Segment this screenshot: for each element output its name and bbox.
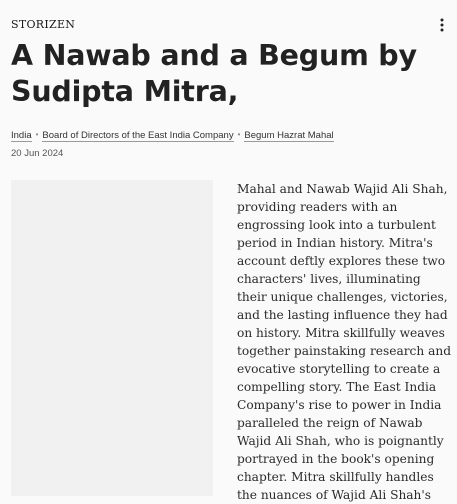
more-vertical-icon [440,18,444,32]
tag-begum-hazrat-mahal[interactable]: Begum Hazrat Mahal [244,130,334,141]
tag-separator: • [35,130,39,139]
tag-india[interactable]: India [11,130,32,141]
article-body: Mahal and Nawab Wajid Ali Shah, providing readers with an engrossing look into a turbulent period in Indian history. Mitra's account deftly explores these two characters' lives, illuminating their unique challenges, victories, and the lasting influence they had on history. Mitra skillfully weaves together painstaking research and evocative storytelling to create a compelling story. The East India Company's rise to power in India paralleled the reign of Nawab Wajid Ali Shah, who is poignantly portrayed in the book's opening chapter. Mitra skillfully handles the nuances of Wajid Ali Shah's [237,182,452,502]
publish-date: 20 Jun 2024 [11,148,64,159]
site-header [11,17,446,33]
article-tags [11,129,334,142]
tag-separator: • [237,130,241,139]
more-options-button[interactable] [432,15,452,35]
site-brand[interactable]: STORIZEN [11,18,76,31]
tag-board-of-directors[interactable]: Board of Directors of the East India Company [42,130,234,141]
article-title: A Nawab and a Begum by Sudipta Mitra, [11,39,417,108]
article-image [11,180,213,496]
